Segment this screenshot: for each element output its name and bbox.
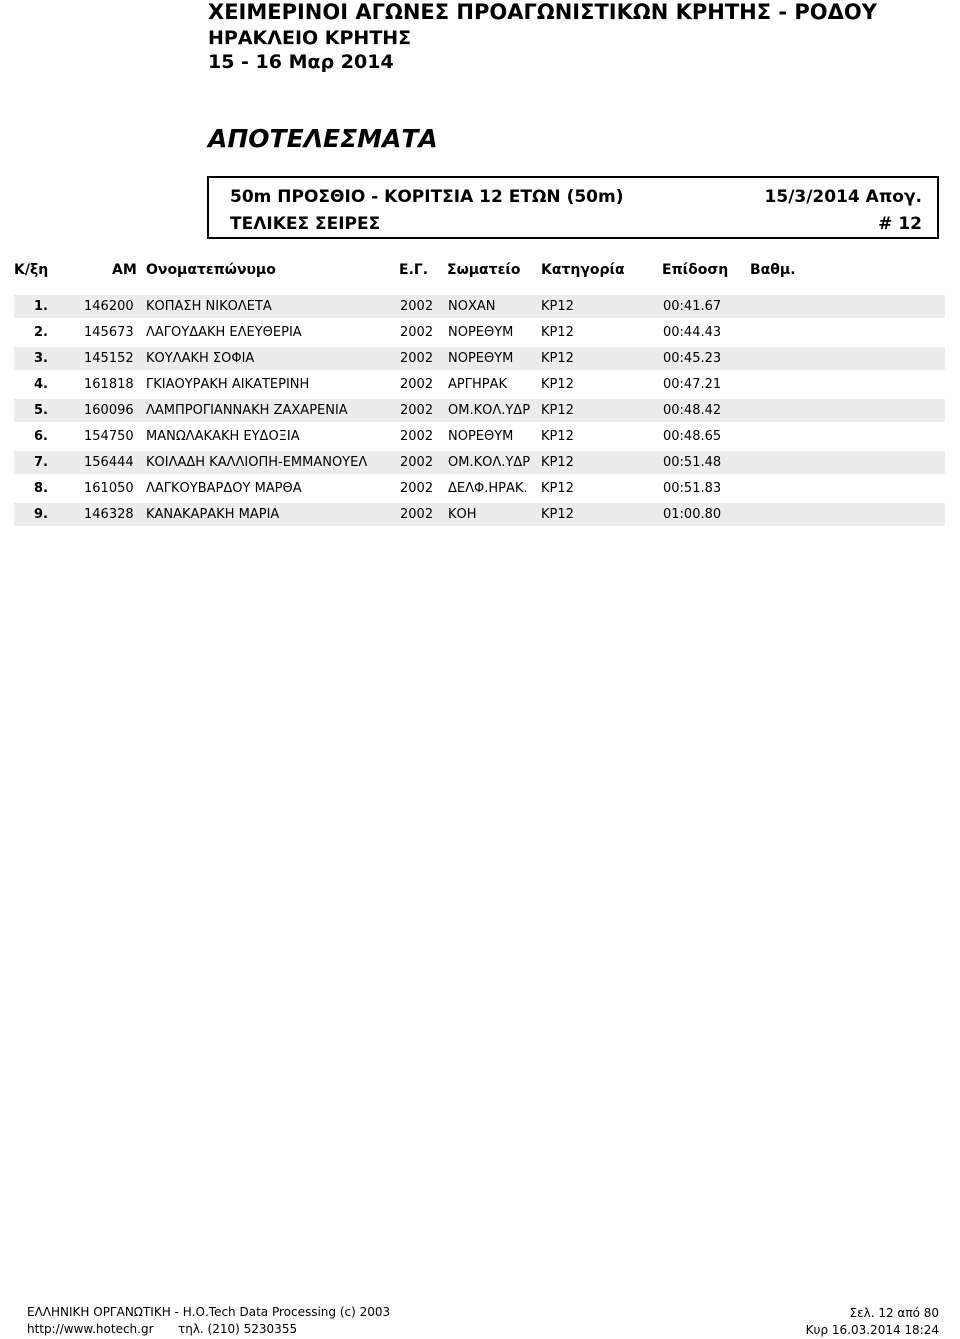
time-cell: 01:00.80 (663, 507, 722, 522)
am-cell: 154750 (84, 429, 134, 444)
time-cell: 00:48.42 (663, 403, 722, 418)
club-cell: ΝΟΡΕΘΥΜ (448, 325, 514, 340)
rank-cell: 9. (34, 507, 48, 522)
category-cell: ΚΡ12 (541, 507, 574, 522)
footer-phone: τηλ. (210) 5230355 (178, 1322, 298, 1336)
time-cell: 00:45.23 (663, 351, 722, 366)
year-cell: 2002 (400, 299, 434, 314)
table-row (14, 373, 945, 396)
category-cell: ΚΡ12 (541, 455, 574, 470)
footer-printed: Κυρ 16.03.2014 18:24 (805, 1323, 939, 1337)
club-cell: ΝΟΡΕΘΥΜ (448, 429, 514, 444)
table-row (14, 295, 945, 318)
am-cell: 160096 (84, 403, 134, 418)
year-cell: 2002 (400, 507, 434, 522)
time-cell: 00:51.48 (663, 455, 722, 470)
rank-cell: 5. (34, 403, 48, 418)
col-rank: Κ/ξη (14, 262, 49, 278)
club-cell: ΟΜ.ΚΟΛ.ΥΔΡ (448, 455, 531, 470)
table-row (14, 477, 945, 500)
event-box (207, 176, 939, 239)
col-club: Σωματείο (447, 262, 521, 278)
meet-dates: 15 - 16 Μαρ 2014 (208, 51, 394, 73)
footer-org: ΕΛΛΗΝΙΚΗ ΟΡΓΑΝΩΤΙΚΗ - Η.Ο.Tech Data Processing (c) 2003 (27, 1305, 391, 1319)
rank-cell: 8. (34, 481, 48, 496)
table-row (14, 399, 945, 422)
footer-url[interactable]: http://www.hotech.gr (27, 1322, 154, 1336)
results-title: ΑΠΟΤΕΛΕΣΜΑΤΑ (208, 124, 438, 153)
event-number: # 12 (878, 214, 922, 234)
year-cell: 2002 (400, 325, 434, 340)
col-year: Ε.Γ. (399, 262, 429, 278)
table-row (14, 503, 945, 526)
event-round: ΤΕΛΙΚΕΣ ΣΕΙΡΕΣ (230, 214, 381, 234)
category-cell: ΚΡ12 (541, 403, 574, 418)
category-cell: ΚΡ12 (541, 429, 574, 444)
name-cell: ΛΑΓΚΟΥΒΑΡΔΟΥ ΜΑΡΘΑ (146, 481, 302, 496)
club-cell: ΔΕΛΦ.ΗΡΑΚ. (448, 481, 528, 496)
am-cell: 145152 (84, 351, 134, 366)
time-cell: 00:48.65 (663, 429, 722, 444)
rank-cell: 2. (34, 325, 48, 340)
club-cell: ΝΟΡΕΘΥΜ (448, 351, 514, 366)
event-name: 50m ΠΡΟΣΘΙΟ - ΚΟΡΙΤΣΙΑ 12 ΕΤΩΝ (50m) (230, 187, 624, 207)
year-cell: 2002 (400, 429, 434, 444)
club-cell: ΝΟΧΑΝ (448, 299, 496, 314)
table-row (14, 347, 945, 370)
category-cell: ΚΡ12 (541, 325, 574, 340)
name-cell: ΚΟΥΛΑΚΗ ΣΟΦΙΑ (146, 351, 255, 366)
year-cell: 2002 (400, 455, 434, 470)
col-am: ΑΜ (112, 262, 137, 278)
footer-page: Σελ. 12 από 80 (849, 1306, 939, 1320)
year-cell: 2002 (400, 481, 434, 496)
meet-title: ΧΕΙΜΕΡΙΝΟΙ ΑΓΩΝΕΣ ΠΡΟΑΓΩΝΙΣΤΙΚΩΝ ΚΡΗΤΗΣ - ΡΟΔΟΥ (208, 0, 877, 24)
year-cell: 2002 (400, 403, 434, 418)
am-cell: 161818 (84, 377, 134, 392)
am-cell: 161050 (84, 481, 134, 496)
rank-cell: 1. (34, 299, 48, 314)
name-cell: ΚΟΙΛΑΔΗ ΚΑΛΛΙΟΠΗ-ΕΜΜΑΝΟΥΕΛ (146, 455, 368, 470)
year-cell: 2002 (400, 351, 434, 366)
rank-cell: 4. (34, 377, 48, 392)
name-cell: ΛΑΓΟΥΔΑΚΗ ΕΛΕΥΘΕΡΙΑ (146, 325, 302, 340)
time-cell: 00:44.43 (663, 325, 722, 340)
table-row (14, 321, 945, 344)
time-cell: 00:41.67 (663, 299, 722, 314)
rank-cell: 7. (34, 455, 48, 470)
category-cell: ΚΡ12 (541, 299, 574, 314)
category-cell: ΚΡ12 (541, 351, 574, 366)
col-name: Ονοματεπώνυμο (146, 262, 276, 278)
name-cell: ΜΑΝΩΛΑΚΑΚΗ ΕΥΔΟΞΙΑ (146, 429, 300, 444)
name-cell: ΓΚΙΑΟΥΡΑΚΗ ΑΙΚΑΤΕΡΙΝΗ (146, 377, 310, 392)
name-cell: ΚΑΝΑΚΑΡΑΚΗ ΜΑΡΙΑ (146, 507, 280, 522)
col-time: Επίδοση (662, 262, 729, 278)
club-cell: ΟΜ.ΚΟΛ.ΥΔΡ (448, 403, 531, 418)
time-cell: 00:47.21 (663, 377, 722, 392)
category-cell: ΚΡ12 (541, 377, 574, 392)
am-cell: 156444 (84, 455, 134, 470)
time-cell: 00:51.83 (663, 481, 722, 496)
am-cell: 146328 (84, 507, 134, 522)
club-cell: ΚΟΗ (448, 507, 477, 522)
table-row (14, 425, 945, 448)
name-cell: ΚΟΠΑΣΗ ΝΙΚΟΛΕΤΑ (146, 299, 272, 314)
category-cell: ΚΡ12 (541, 481, 574, 496)
table-row (14, 451, 945, 474)
club-cell: ΑΡΓΗΡΑΚ (448, 377, 508, 392)
am-cell: 145673 (84, 325, 134, 340)
col-points: Βαθμ. (750, 262, 796, 278)
year-cell: 2002 (400, 377, 434, 392)
rank-cell: 6. (34, 429, 48, 444)
event-date: 15/3/2014 Απογ. (764, 187, 922, 207)
name-cell: ΛΑΜΠΡΟΓΙΑΝΝΑΚΗ ΖΑΧΑΡΕΝΙΑ (146, 403, 348, 418)
am-cell: 146200 (84, 299, 134, 314)
col-category: Κατηγορία (541, 262, 625, 278)
rank-cell: 3. (34, 351, 48, 366)
meet-location: ΗΡΑΚΛΕΙΟ ΚΡΗΤΗΣ (208, 27, 412, 49)
